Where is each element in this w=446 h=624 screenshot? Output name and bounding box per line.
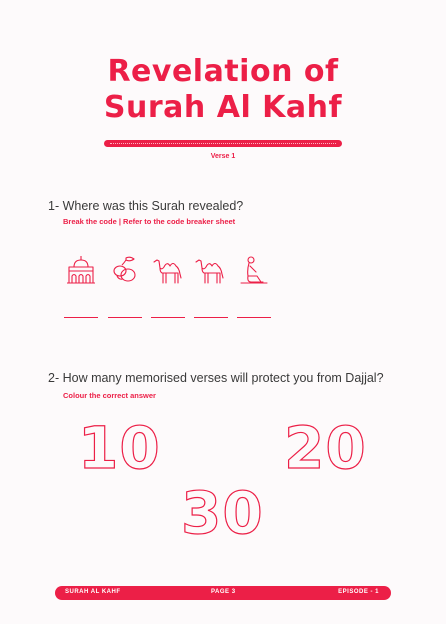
camel-icon [193,252,227,286]
footer-book-title: SURAH AL KAHF [65,589,121,595]
question-1: 1- Where was this Surah revealed? [48,199,244,213]
footer-episode: EPISODE - 1 [338,589,379,595]
answer-blank[interactable] [194,317,228,318]
building-icon [64,252,98,286]
answer-blank[interactable] [237,317,271,318]
answer-option-20[interactable]: 20 [284,414,367,482]
answer-blank[interactable] [64,317,98,318]
title-underline-bar [104,140,342,147]
title-line-1: Revelation of [107,54,339,89]
answer-blank[interactable] [108,317,142,318]
verse-label: Verse 1 [210,153,236,160]
answer-blank[interactable] [151,317,185,318]
praying-person-icon [237,252,271,286]
camel-icon [151,252,185,286]
title-line-2: Surah Al Kahf [103,90,343,125]
answer-option-10[interactable]: 10 [78,414,161,482]
page-title [0,54,446,126]
question-1-instruction: Break the code | Refer to the code breaker sheet [63,217,236,226]
answer-option-30[interactable]: 30 [181,479,264,547]
fruit-icon [108,252,142,286]
footer-bar [55,586,391,600]
question-2: 2- How many memorised verses will protect you from Dajjal? [48,371,384,385]
footer-page-number: PAGE 3 [211,589,236,595]
question-2-instruction: Colour the correct answer [63,391,156,400]
